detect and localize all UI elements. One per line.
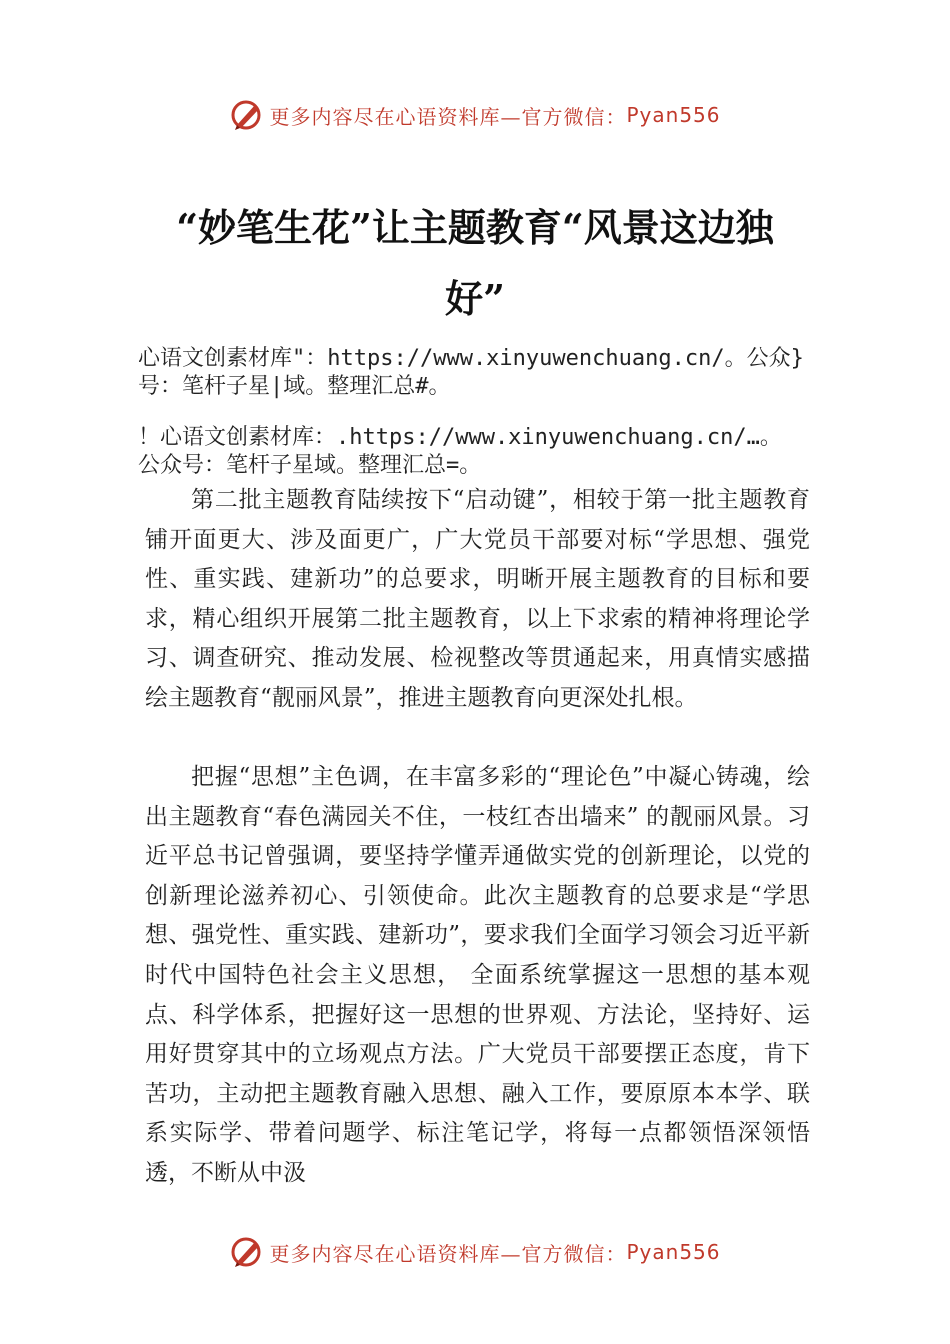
document-title-line1: “妙笔生花”让主题教育“风景这边独 bbox=[176, 205, 774, 250]
banner-text: 更多内容尽在心语资料库—官方微信： bbox=[269, 1241, 627, 1266]
banner-wechat: Pyan556 bbox=[626, 1240, 721, 1264]
source-line-1: 心语文创素材库"：https://www.xinyuwenchuang.cn/。公众} bbox=[138, 346, 804, 371]
body-paragraph-2-block bbox=[145, 758, 810, 1194]
source-line-3: ！心语文创素材库：.https://www.xinyuwenchuang.cn/…。 bbox=[138, 425, 782, 450]
header-banner bbox=[0, 95, 950, 135]
body-paragraph-1-block bbox=[145, 481, 810, 719]
document-title-line2: 好” bbox=[445, 276, 505, 321]
banner-text: 更多内容尽在心语资料库—官方微信： bbox=[269, 104, 627, 129]
footer-banner bbox=[0, 1232, 950, 1272]
body-paragraph: 第二批主题教育陆续按下“启动键”，相较于第一批主题教育铺开面更大、涉及面更广，广大党员干部要对标“学思想、强党性、重实践、建新功”的总要求，明晰开展主题教育的目标和要求，精心组织开展第二批主题教育，以上下求索的精神将理论学习、调查研究、推动发展、检视整改等贯通起来，用真情实感描绘主题教育“靓丽风景”，推进主题教育向更深处扎根。 bbox=[145, 487, 810, 711]
banner-wechat: Pyan556 bbox=[626, 103, 721, 127]
body-paragraph: 把握“思想”主色调，在丰富多彩的“理论色”中凝心铸魂，绘出主题教育“春色满园关不住，一枝红杏出墙来” 的靓丽风景。习近平总书记曾强调，要坚持学懂弄通做实党的创新理论，以党的创新理论滋养初心、引领使命。此次主题教育的总要求是“学思想、强党性、重实践、建新功”，要求我们全面学习领会习近平新时代中国特色社会主义思想， 全面系统掌握这一思想的基本观点、科学体系，把握好这一思想的世界观、方法论，坚持好、运用好贯穿其中的立场观点方法。广大党员干部要摆正态度，肯下苦功，主动把主题教育融入思想、融入工作，要原原本本学、联系实际学、带着问题学、标注笔记学，将每一点都领悟深领悟透，不断从中汲 bbox=[145, 764, 810, 1186]
source-line-4: 公众号：笔杆子星域。整理汇总=。 bbox=[138, 453, 482, 478]
pen-logo-icon bbox=[229, 97, 265, 133]
source-line-2: 号：笔杆子星|域。整理汇总#。 bbox=[138, 374, 451, 399]
pen-logo-icon bbox=[229, 1234, 265, 1270]
